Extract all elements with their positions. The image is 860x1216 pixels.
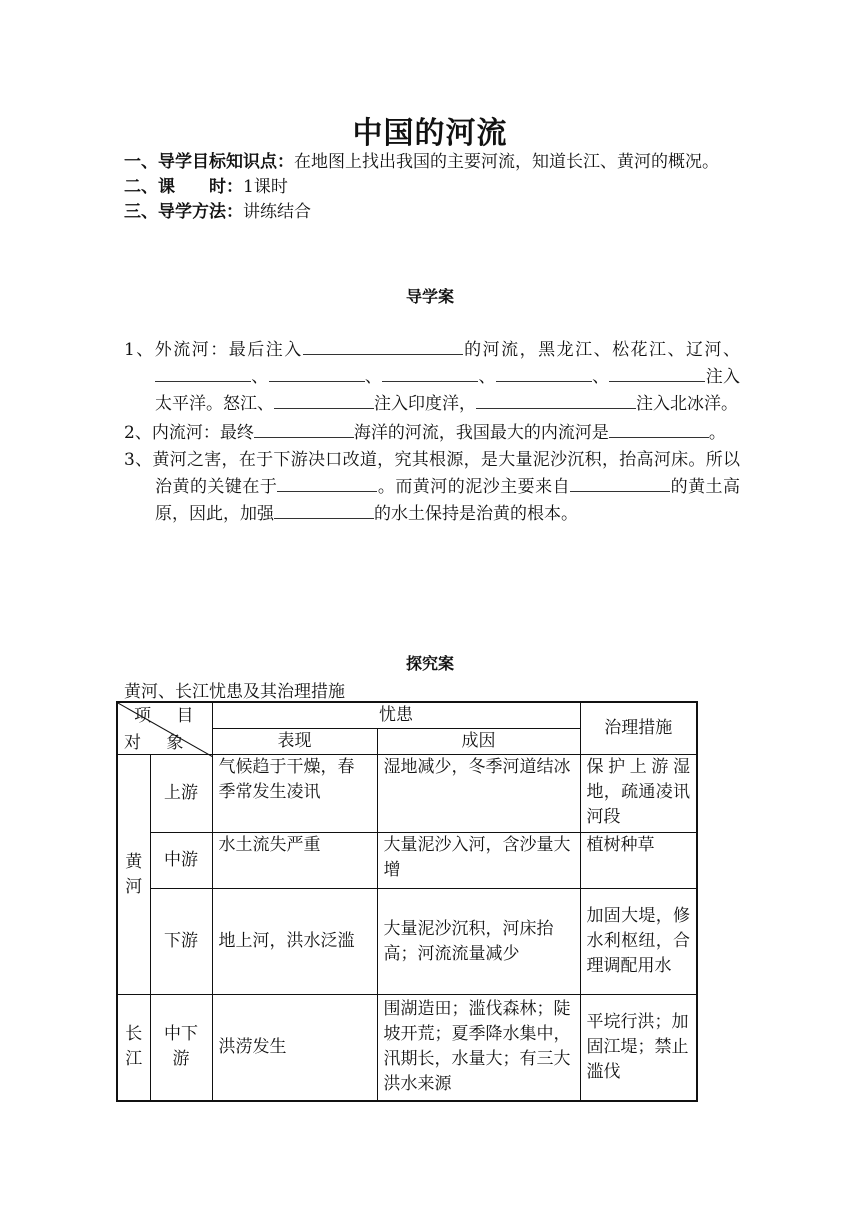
- manifest-cell: 水土流失严重: [212, 833, 377, 889]
- question-3: [124, 448, 740, 527]
- header-item: 项 目: [134, 706, 204, 726]
- method-line: [124, 200, 740, 225]
- answer-blank[interactable]: [269, 363, 365, 382]
- goal-label: 一、导学目标知识点：: [124, 152, 294, 172]
- q1-end: 注入北冰洋。: [636, 394, 738, 414]
- answer-blank[interactable]: [609, 363, 705, 382]
- section-cell: 上游: [150, 755, 212, 833]
- section-label: 中下游: [164, 1024, 198, 1070]
- diagonal-header-cell: [117, 702, 212, 755]
- answer-blank[interactable]: [609, 419, 709, 438]
- goal-text: 在地图上找出我国的主要河流，知道长江、黄河的概况。: [294, 152, 719, 172]
- river-changjiang: [117, 995, 150, 1101]
- river-issues-table: [116, 701, 698, 1102]
- manifest-cell: 地上河，洪水泛滥: [212, 889, 377, 995]
- questions-block: [124, 336, 740, 527]
- answer-blank[interactable]: [496, 363, 592, 382]
- q1-prefix: 1、外流河：最后注入: [124, 340, 303, 360]
- table-row: [117, 755, 697, 833]
- question-1: [124, 336, 740, 417]
- cause-cell: 湿地减少，冬季河道结冰: [377, 755, 580, 833]
- header-cause: 成因: [377, 729, 580, 755]
- table-row: [117, 889, 697, 995]
- header-object: 对 象: [124, 733, 194, 753]
- time-text: 1课时: [243, 177, 288, 197]
- cause-cell: 大量泥沙沉积，河床抬高；河流流量减少: [377, 889, 580, 995]
- answer-blank[interactable]: [570, 473, 670, 492]
- measure-cell: 植树种草: [580, 833, 697, 889]
- river-huanghe: [117, 755, 150, 995]
- separator: 、: [478, 367, 496, 387]
- question-2: [124, 419, 740, 446]
- answer-blank[interactable]: [254, 419, 354, 438]
- table-row: [117, 833, 697, 889]
- section-cell: 下游: [150, 889, 212, 995]
- q1-mid2: 注入太平洋。怒江、: [155, 367, 741, 414]
- manifest-cell: 气候趋于干燥，春季常发生凌讯: [212, 755, 377, 833]
- separator: 、: [251, 367, 269, 387]
- river-name: 黄河: [125, 851, 143, 897]
- page-title: 中国的河流: [352, 116, 508, 151]
- separator: 、: [591, 367, 610, 387]
- answer-blank[interactable]: [277, 473, 377, 492]
- answer-blank[interactable]: [274, 500, 374, 519]
- q2-prefix: 2、内流河：最终: [124, 423, 254, 443]
- measure-cell: 保护上游湿地，疏通凌讯河段: [580, 755, 697, 833]
- q3-mid1: 。而黄河的泥沙主要来自: [377, 477, 571, 497]
- measure-cell: 平垸行洪；加固江堤；禁止滥伐: [580, 995, 697, 1101]
- answer-blank[interactable]: [155, 363, 251, 382]
- table-row: [117, 995, 697, 1101]
- method-label: 三、导学方法：: [124, 202, 243, 222]
- method-text: 讲练结合: [243, 202, 311, 222]
- q2-mid: 海洋的河流，我国最大的内流河是: [353, 423, 609, 443]
- q1-mid1: 的河流，黑龙江、松花江、辽河、: [462, 340, 740, 360]
- time-line: [124, 175, 740, 200]
- section-cell: 中游: [150, 833, 212, 889]
- explore-heading: 探究案: [405, 654, 454, 673]
- q3-prefix: 3、黄河之害，在于下游决口改道，究其根源，是大量泥沙沉积，抬高河床。所以治黄的关键在于: [124, 450, 740, 497]
- q1-mid3: 注入印度洋，: [374, 394, 476, 414]
- answer-blank[interactable]: [476, 390, 636, 409]
- river-name: 长江: [125, 1024, 143, 1070]
- measure-cell: 加固大堤，修水利枢纽，合理调配用水: [580, 889, 697, 995]
- guide-heading: 导学案: [405, 287, 454, 306]
- q2-end: 。: [708, 423, 726, 443]
- header-worry: 忧患: [212, 702, 580, 729]
- goal-line: [124, 150, 740, 175]
- manifest-cell: 洪涝发生: [212, 995, 377, 1101]
- q3-mid2: 的黄土高原，因此，加强: [155, 477, 741, 524]
- separator: 、: [364, 367, 383, 387]
- answer-blank[interactable]: [274, 390, 374, 409]
- lesson-meta: [124, 150, 740, 225]
- answer-blank[interactable]: [303, 336, 463, 355]
- cause-cell: 围湖造田；滥伐森林；陡坡开荒；夏季降水集中，汛期长，水量大；有三大洪水来源: [377, 995, 580, 1101]
- cause-cell: 大量泥沙入河，含沙量大增: [377, 833, 580, 889]
- header-measure: 治理措施: [580, 702, 697, 755]
- answer-blank[interactable]: [382, 363, 478, 382]
- time-label: 二、课 时：: [124, 177, 243, 197]
- q3-end: 的水土保持是治黄的根本。: [374, 504, 578, 524]
- table-caption: 黄河、长江忧患及其治理措施: [124, 682, 345, 702]
- header-manifest: 表现: [212, 729, 377, 755]
- section-cell: [150, 995, 212, 1101]
